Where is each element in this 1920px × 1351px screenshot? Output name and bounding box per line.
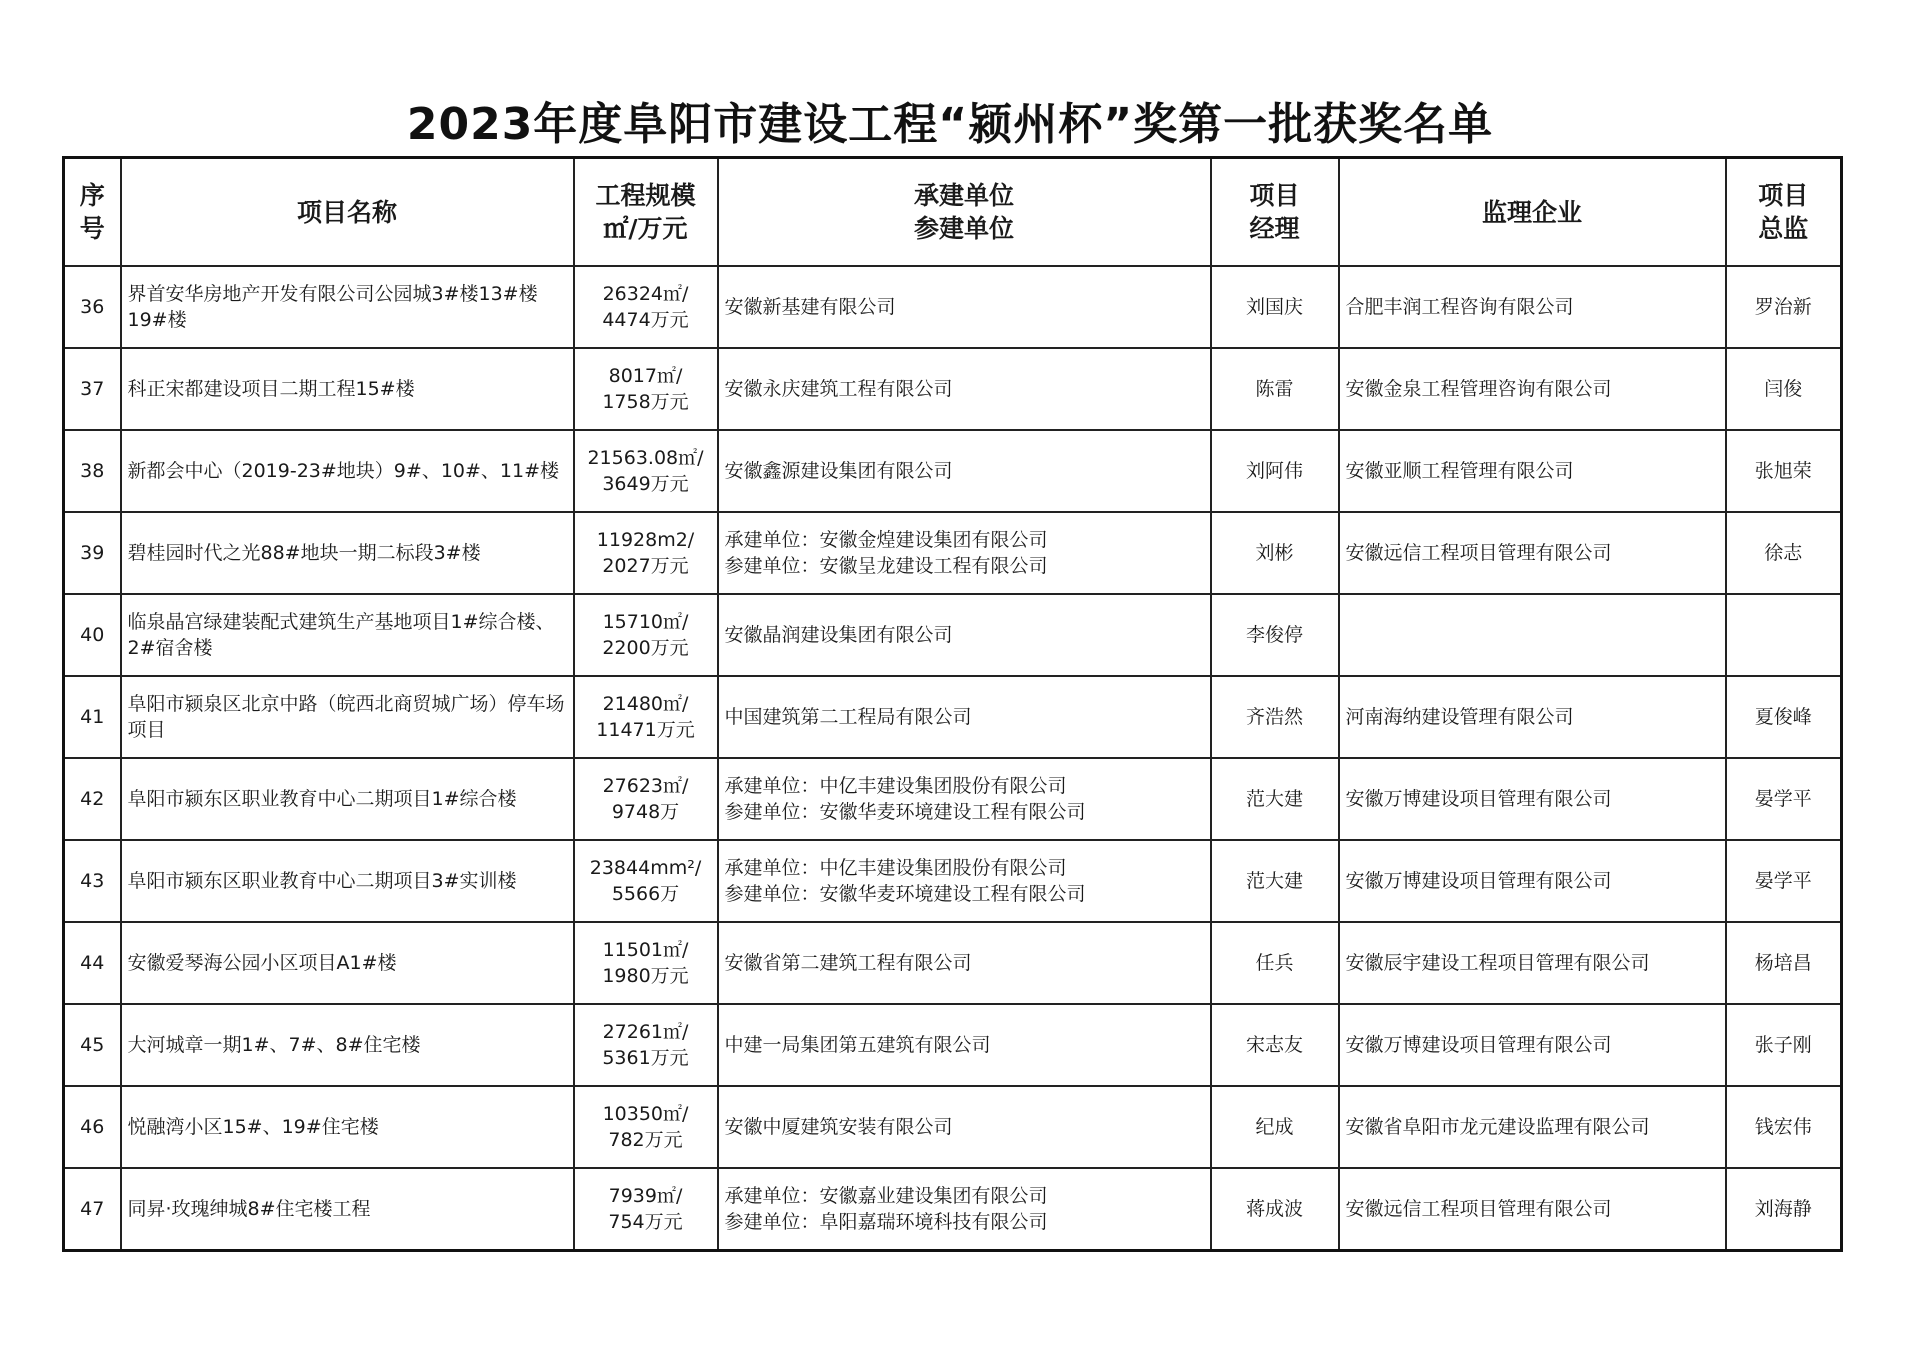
cell-director: 罗治新 bbox=[1726, 266, 1842, 348]
cell-director bbox=[1726, 594, 1842, 676]
cell-scale: 8017㎡/ 1758万元 bbox=[574, 348, 718, 430]
cell-manager: 陈雷 bbox=[1211, 348, 1339, 430]
table-row bbox=[64, 758, 1842, 840]
table-row bbox=[64, 512, 1842, 594]
table-row bbox=[64, 922, 1842, 1004]
cell-manager: 任兵 bbox=[1211, 922, 1339, 1004]
table-row bbox=[64, 348, 1842, 430]
cell-director: 钱宏伟 bbox=[1726, 1086, 1842, 1168]
cell-project-name: 新都会中心（2019-23#地块）9#、10#、11#楼 bbox=[121, 430, 574, 512]
cell-supervisor bbox=[1339, 594, 1726, 676]
cell-supervisor: 安徽省阜阳市龙元建设监理有限公司 bbox=[1339, 1086, 1726, 1168]
cell-builder: 承建单位：安徽嘉业建设集团有限公司 参建单位：阜阳嘉瑞环境科技有限公司 bbox=[718, 1168, 1211, 1251]
cell-seq: 41 bbox=[64, 676, 121, 758]
cell-supervisor: 安徽金泉工程管理咨询有限公司 bbox=[1339, 348, 1726, 430]
cell-manager: 李俊停 bbox=[1211, 594, 1339, 676]
table-row bbox=[64, 430, 1842, 512]
cell-seq: 46 bbox=[64, 1086, 121, 1168]
cell-scale: 23844mm²/ 5566万 bbox=[574, 840, 718, 922]
cell-seq: 47 bbox=[64, 1168, 121, 1251]
cell-scale: 21480㎡/ 11471万元 bbox=[574, 676, 718, 758]
cell-scale: 21563.08㎡/ 3649万元 bbox=[574, 430, 718, 512]
cell-project-name: 临泉晶宫绿建装配式建筑生产基地项目1#综合楼、2#宿舍楼 bbox=[121, 594, 574, 676]
cell-manager: 蒋成波 bbox=[1211, 1168, 1339, 1251]
table-row bbox=[64, 266, 1842, 348]
cell-seq: 44 bbox=[64, 922, 121, 1004]
cell-seq: 36 bbox=[64, 266, 121, 348]
cell-manager: 刘彬 bbox=[1211, 512, 1339, 594]
table-row bbox=[64, 594, 1842, 676]
header-manager: 项目 经理 bbox=[1211, 158, 1339, 267]
cell-director: 张旭荣 bbox=[1726, 430, 1842, 512]
cell-scale: 15710㎡/ 2200万元 bbox=[574, 594, 718, 676]
cell-project-name: 大河城章一期1#、7#、8#住宅楼 bbox=[121, 1004, 574, 1086]
header-director: 项目 总监 bbox=[1726, 158, 1842, 267]
cell-seq: 40 bbox=[64, 594, 121, 676]
cell-supervisor: 安徽远信工程项目管理有限公司 bbox=[1339, 1168, 1726, 1251]
cell-builder: 安徽新基建有限公司 bbox=[718, 266, 1211, 348]
table-row bbox=[64, 840, 1842, 922]
cell-scale: 10350㎡/ 782万元 bbox=[574, 1086, 718, 1168]
cell-supervisor: 合肥丰润工程咨询有限公司 bbox=[1339, 266, 1726, 348]
cell-supervisor: 安徽万博建设项目管理有限公司 bbox=[1339, 840, 1726, 922]
header-supervisor: 监理企业 bbox=[1339, 158, 1726, 267]
cell-project-name: 科正宋都建设项目二期工程15#楼 bbox=[121, 348, 574, 430]
cell-project-name: 安徽爱琴海公园小区项目A1#楼 bbox=[121, 922, 574, 1004]
cell-director: 张子刚 bbox=[1726, 1004, 1842, 1086]
header-scale: 工程规模 ㎡/万元 bbox=[574, 158, 718, 267]
cell-builder: 安徽永庆建筑工程有限公司 bbox=[718, 348, 1211, 430]
cell-director: 刘海静 bbox=[1726, 1168, 1842, 1251]
cell-manager: 齐浩然 bbox=[1211, 676, 1339, 758]
cell-seq: 42 bbox=[64, 758, 121, 840]
cell-project-name: 悦融湾小区15#、19#住宅楼 bbox=[121, 1086, 574, 1168]
table-row bbox=[64, 676, 1842, 758]
cell-director: 徐志 bbox=[1726, 512, 1842, 594]
cell-supervisor: 安徽万博建设项目管理有限公司 bbox=[1339, 1004, 1726, 1086]
cell-project-name: 阜阳市颍泉区北京中路（皖西北商贸城广场）停车场项目 bbox=[121, 676, 574, 758]
award-table bbox=[62, 156, 1843, 1252]
cell-director: 夏俊峰 bbox=[1726, 676, 1842, 758]
cell-project-name: 界首安华房地产开发有限公司公园城3#楼13#楼19#楼 bbox=[121, 266, 574, 348]
cell-builder: 安徽晶润建设集团有限公司 bbox=[718, 594, 1211, 676]
cell-seq: 38 bbox=[64, 430, 121, 512]
cell-manager: 宋志友 bbox=[1211, 1004, 1339, 1086]
cell-builder: 安徽中厦建筑安装有限公司 bbox=[718, 1086, 1211, 1168]
header-seq: 序 号 bbox=[64, 158, 121, 267]
cell-builder: 安徽省第二建筑工程有限公司 bbox=[718, 922, 1211, 1004]
cell-supervisor: 安徽亚顺工程管理有限公司 bbox=[1339, 430, 1726, 512]
cell-project-name: 阜阳市颍东区职业教育中心二期项目3#实训楼 bbox=[121, 840, 574, 922]
cell-seq: 37 bbox=[64, 348, 121, 430]
header-project-name: 项目名称 bbox=[121, 158, 574, 267]
table-row bbox=[64, 1086, 1842, 1168]
cell-project-name: 阜阳市颍东区职业教育中心二期项目1#综合楼 bbox=[121, 758, 574, 840]
cell-manager: 范大建 bbox=[1211, 758, 1339, 840]
cell-seq: 39 bbox=[64, 512, 121, 594]
cell-supervisor: 安徽万博建设项目管理有限公司 bbox=[1339, 758, 1726, 840]
cell-builder: 安徽鑫源建设集团有限公司 bbox=[718, 430, 1211, 512]
table-row bbox=[64, 1004, 1842, 1086]
cell-builder: 中建一局集团第五建筑有限公司 bbox=[718, 1004, 1211, 1086]
cell-scale: 11928m2/ 2027万元 bbox=[574, 512, 718, 594]
cell-manager: 纪成 bbox=[1211, 1086, 1339, 1168]
cell-builder: 承建单位：中亿丰建设集团股份有限公司 参建单位：安徽华麦环境建设工程有限公司 bbox=[718, 758, 1211, 840]
cell-director: 闫俊 bbox=[1726, 348, 1842, 430]
cell-seq: 43 bbox=[64, 840, 121, 922]
page-title: 2023年度阜阳市建设工程“颍州杯”奖第一批获奖名单 bbox=[406, 99, 1494, 150]
cell-scale: 27623㎡/ 9748万 bbox=[574, 758, 718, 840]
cell-supervisor: 安徽辰宇建设工程项目管理有限公司 bbox=[1339, 922, 1726, 1004]
table-row bbox=[64, 1168, 1842, 1251]
cell-builder: 中国建筑第二工程局有限公司 bbox=[718, 676, 1211, 758]
cell-manager: 刘国庆 bbox=[1211, 266, 1339, 348]
cell-director: 晏学平 bbox=[1726, 840, 1842, 922]
cell-scale: 26324㎡/ 4474万元 bbox=[574, 266, 718, 348]
cell-director: 杨培昌 bbox=[1726, 922, 1842, 1004]
cell-project-name: 同昇·玫瑰绅城8#住宅楼工程 bbox=[121, 1168, 574, 1251]
cell-manager: 范大建 bbox=[1211, 840, 1339, 922]
cell-seq: 45 bbox=[64, 1004, 121, 1086]
cell-scale: 11501㎡/ 1980万元 bbox=[574, 922, 718, 1004]
cell-supervisor: 安徽远信工程项目管理有限公司 bbox=[1339, 512, 1726, 594]
cell-scale: 7939㎡/ 754万元 bbox=[574, 1168, 718, 1251]
header-builder: 承建单位 参建单位 bbox=[718, 158, 1211, 267]
cell-director: 晏学平 bbox=[1726, 758, 1842, 840]
cell-supervisor: 河南海纳建设管理有限公司 bbox=[1339, 676, 1726, 758]
table-body bbox=[64, 266, 1842, 1251]
cell-scale: 27261㎡/ 5361万元 bbox=[574, 1004, 718, 1086]
cell-manager: 刘阿伟 bbox=[1211, 430, 1339, 512]
cell-project-name: 碧桂园时代之光88#地块一期二标段3#楼 bbox=[121, 512, 574, 594]
cell-builder: 承建单位：安徽金煌建设集团有限公司 参建单位：安徽呈龙建设工程有限公司 bbox=[718, 512, 1211, 594]
cell-builder: 承建单位：中亿丰建设集团股份有限公司 参建单位：安徽华麦环境建设工程有限公司 bbox=[718, 840, 1211, 922]
header-row bbox=[64, 158, 1842, 267]
